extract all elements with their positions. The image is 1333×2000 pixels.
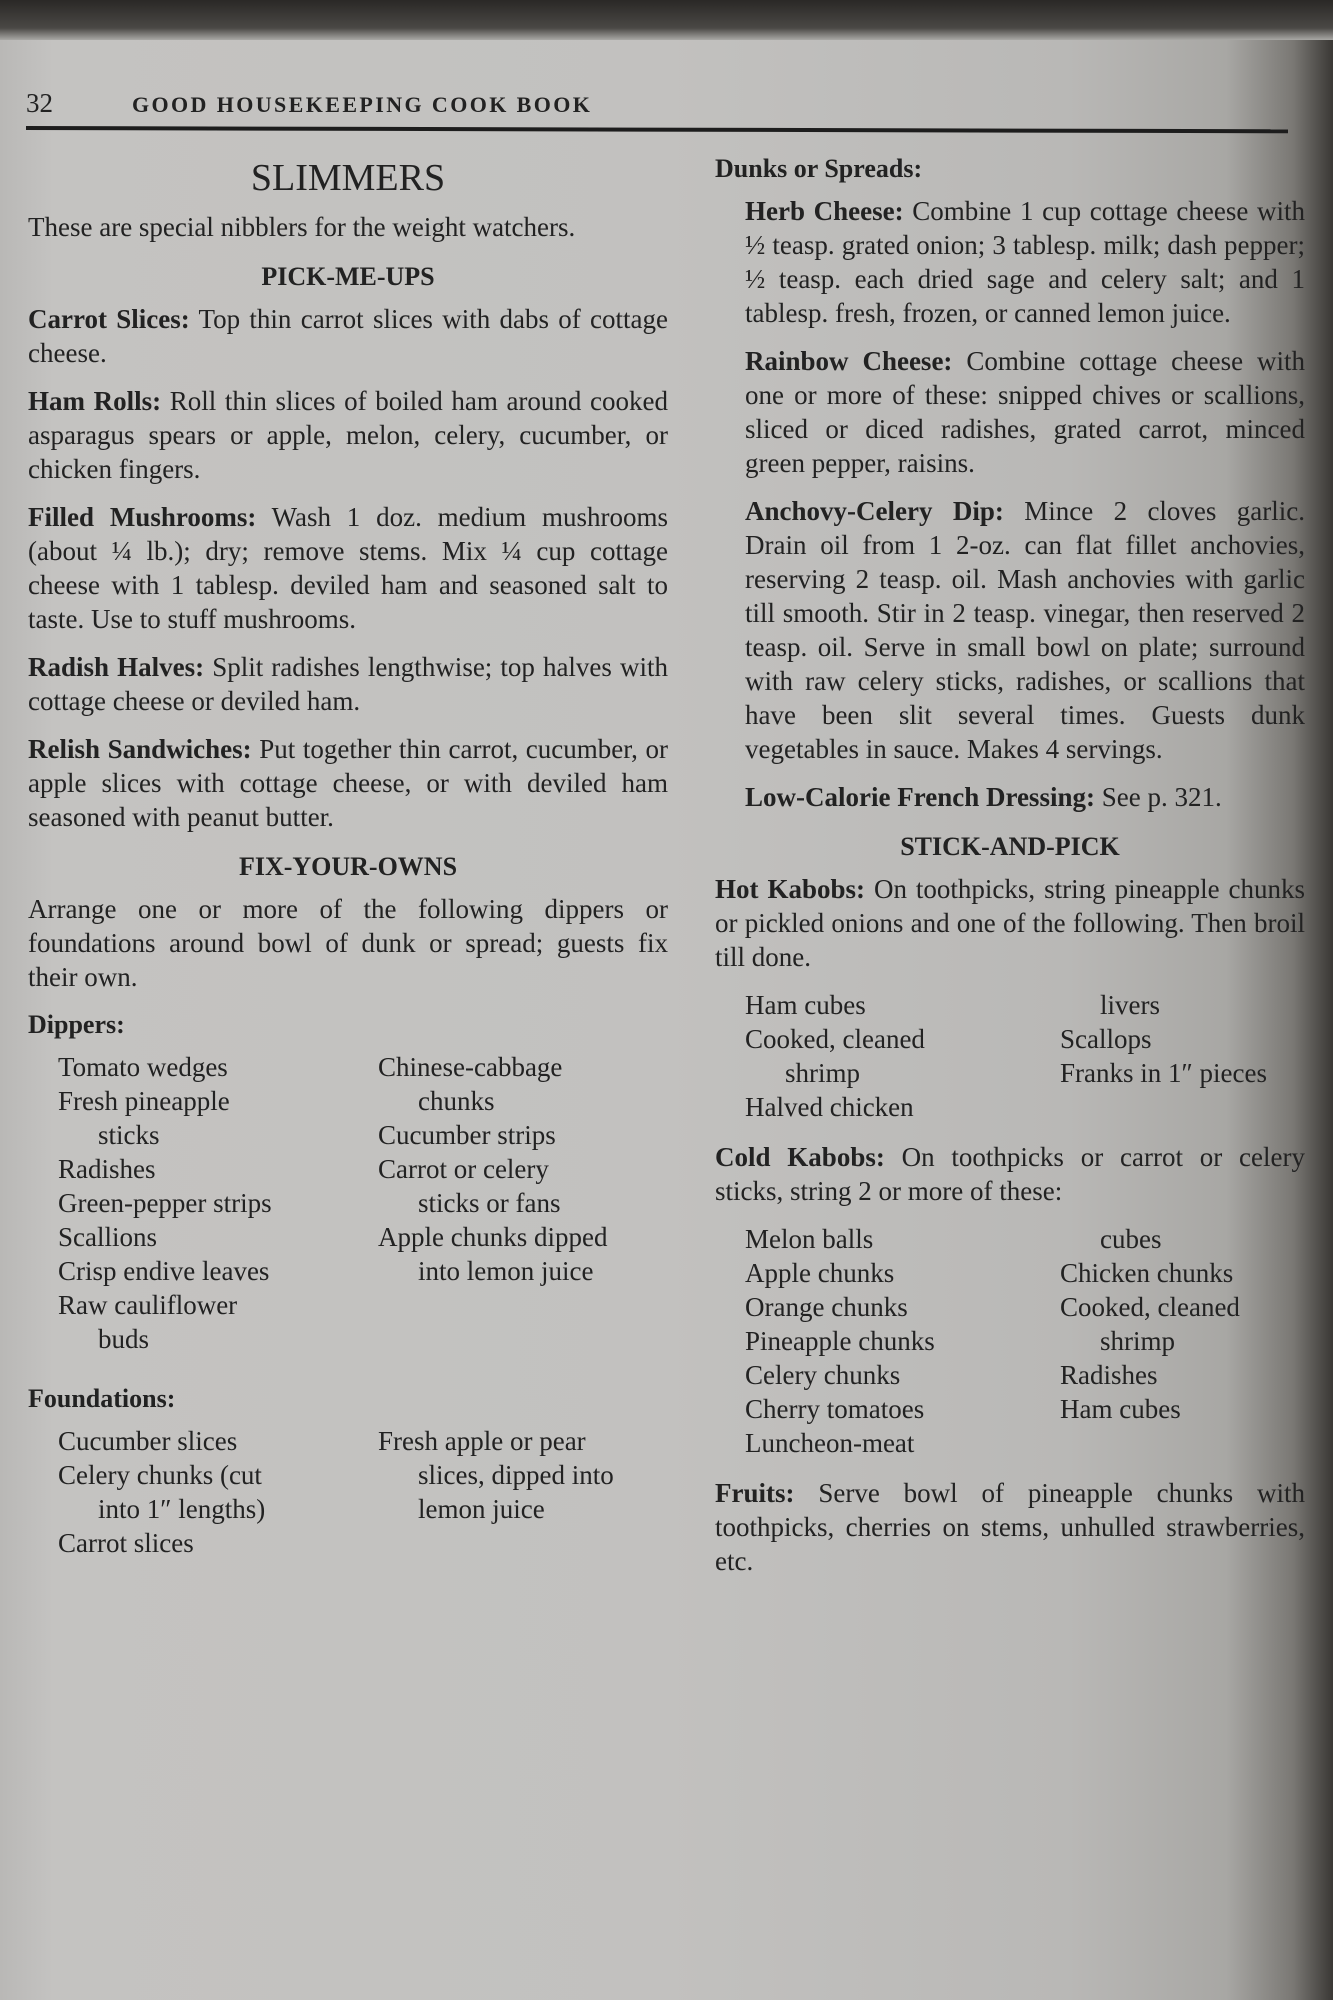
foundations-col-2: Fresh apple or pear slices, dipped into lemon juice — [378, 1426, 614, 1524]
left-column — [28, 150, 668, 1576]
recipe-radish-halves: Radish Halves: Split radishes lengthwise; top halves with cottage cheese or deviled ham. — [28, 652, 668, 716]
stick-and-pick-heading: STICK-AND-PICK — [900, 832, 1120, 861]
recipe-filled-mushrooms: Filled Mushrooms: Wash 1 doz. medium mushrooms (about ¼ lb.); dry; remove stems. Mix ¼ cup cottage cheese with 1 tablesp. deviled ham and seasoned salt to taste. Use to stuff mushrooms. — [28, 502, 668, 634]
recipe-ham-rolls: Ham Rolls: Roll thin slices of boiled ham around cooked asparagus spears or apple, melon, celery, cucumber, or chicken fingers. — [28, 386, 669, 484]
fix-your-owns-intro: Arrange one or more of the following dippers or foundations around bowl of dunk or spread; guests fix their own. — [28, 894, 668, 992]
pick-me-ups-heading: PICK-ME-UPS — [261, 262, 435, 291]
recipe-french-dressing: Low-Calorie French Dressing: See p. 321. — [745, 782, 1222, 812]
cold-kabobs-col-2: cubes Chicken chunks Cooked, cleaned shrimp Radishes Ham cubes — [1060, 1224, 1240, 1424]
recipe-rainbow-cheese: Rainbow Cheese: Combine cottage cheese with one or more of these: snipped chives or scallions, sliced or diced radishes, grated carrot, minced green pepper, raisins. — [745, 346, 1305, 478]
hot-kabobs-col-1: Ham cubes Cooked, cleaned shrimp Halved chicken — [745, 990, 925, 1122]
dippers-col-2: Chinese-cabbage chunks Cucumber strips Carrot or celery sticks or fans Apple chunks dipped into lemon juice — [378, 1052, 608, 1286]
recipe-fruits: Fruits: Serve bowl of pineapple chunks with toothpicks, cherries on stems, unhulled strawberries, etc. — [715, 1478, 1306, 1576]
recipe-anchovy-celery-dip: Anchovy-Celery Dip: Mince 2 cloves garlic. Drain oil from 1 2-oz. can flat fillet anchovies, reserving 2 teasp. oil. Mash anchovies with garlic till smooth. Stir in 2 teasp. vinegar, then reserved 2 teasp. oil. Serve in small bowl on plate; surround with raw celery sticks, radishes, or scallions that have been slit several times. Guests dunk vegetables in sauce. Makes 4 servings. — [745, 496, 1305, 764]
dunks-list — [715, 194, 1305, 814]
book-edge — [0, 0, 1333, 40]
recipe-hot-kabobs: Hot Kabobs: On toothpicks, string pineapple chunks or pickled onions and one of the following. Then broil till done. — [715, 874, 1306, 972]
section-title: SLIMMERS — [250, 157, 446, 199]
hot-kabobs-col-2: livers Scallops Franks in 1″ pieces — [1060, 990, 1267, 1088]
foundations-list — [28, 1424, 668, 1560]
right-column — [715, 150, 1305, 1592]
recipe-carrot-slices: Carrot Slices: Top thin carrot slices with dabs of cottage cheese. — [28, 304, 668, 368]
hot-kabobs-list — [715, 988, 1305, 1124]
running-head: GOOD HOUSEKEEPING COOK BOOK — [132, 92, 593, 117]
cold-kabobs-col-1: Melon balls Apple chunks Orange chunks Pineapple chunks Celery chunks Cherry tomatoes Luncheon-meat — [745, 1224, 935, 1458]
intro-text: These are special nibblers for the weight watchers. — [28, 212, 576, 242]
fix-your-owns-heading: FIX-YOUR-OWNS — [238, 852, 458, 881]
foundations-col-1: Cucumber slices Celery chunks (cut into 1″ lengths) Carrot slices — [58, 1426, 266, 1558]
dippers-list — [28, 1050, 668, 1356]
dunks-label: Dunks or Spreads: — [715, 154, 923, 183]
cold-kabobs-list — [715, 1222, 1305, 1460]
page-header — [26, 88, 1276, 124]
dippers-col-1: Tomato wedges Fresh pineapple sticks Radishes Green-pepper strips Scallions Crisp endive leaves Raw cauliflower buds — [58, 1052, 272, 1354]
header-rule — [26, 126, 1288, 133]
recipe-relish-sandwiches: Relish Sandwiches: Put together thin carrot, cucumber, or apple slices with cottage cheese, or with deviled ham seasoned with peanut butter. — [28, 734, 668, 832]
recipe-herb-cheese: Herb Cheese: Combine 1 cup cottage cheese with ½ teasp. grated onion; 3 tablesp. milk; dash pepper; ½ teasp. each dried sage and celery salt; and 1 tablesp. fresh, frozen, or canned lemon juice. — [745, 196, 1306, 328]
recipe-cold-kabobs: Cold Kabobs: On toothpicks or carrot or celery sticks, string 2 or more of these: — [715, 1142, 1305, 1206]
page-number: 32 — [26, 88, 53, 118]
dippers-label: Dippers: — [28, 1010, 125, 1039]
foundations-label: Foundations: — [28, 1384, 176, 1413]
